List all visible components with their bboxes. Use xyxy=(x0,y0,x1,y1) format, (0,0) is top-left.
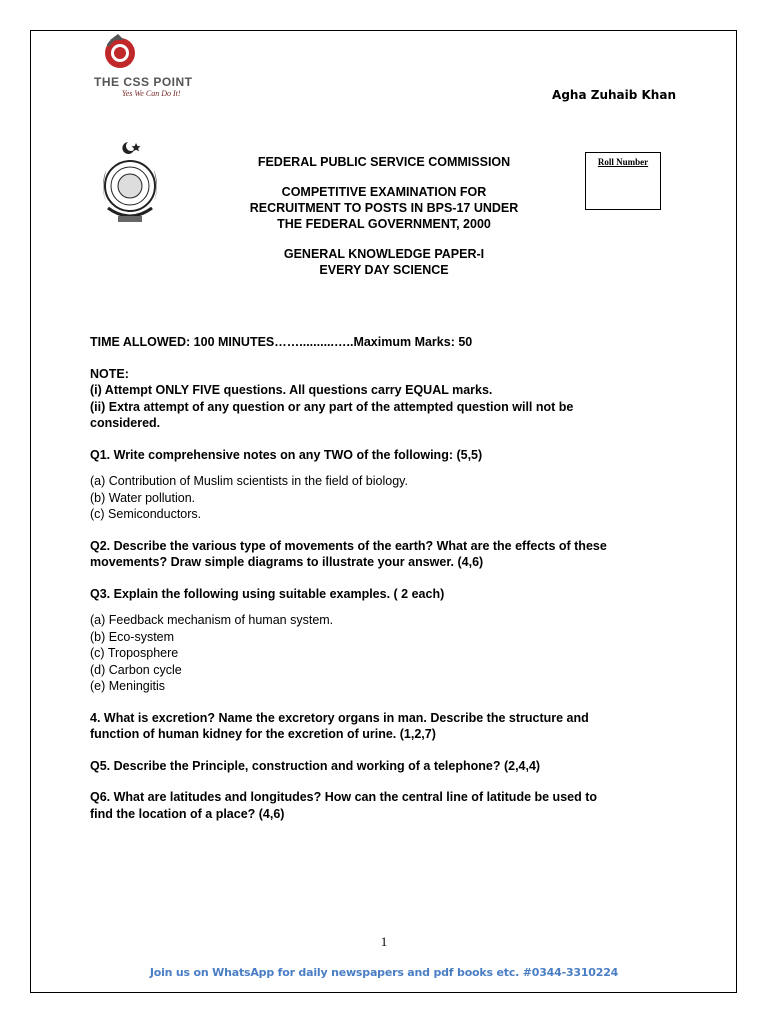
logo-name: THE CSS POINT xyxy=(94,75,193,89)
question-4-line-1: 4. What is excretion? Name the excretory organs in man. Describe the structure and xyxy=(90,710,589,725)
css-point-logo xyxy=(92,32,202,102)
question-5: Q5. Describe the Principle, construction and working of a telephone? (2,4,4) xyxy=(90,758,541,773)
question-6-line-1: Q6. What are latitudes and longitudes? How can the central line of latitude be used to xyxy=(90,790,598,804)
roll-number-label: Roll Number xyxy=(597,157,649,167)
exam-title-line-1: COMPETITIVE EXAMINATION FOR xyxy=(281,185,487,199)
q1-part-c: (c) Semiconductors. xyxy=(90,507,202,521)
roll-number-box xyxy=(585,152,661,210)
css-point-logo-icon xyxy=(100,32,140,72)
question-2-line-2: movements? Draw simple diagrams to illustrate your answer. (4,6) xyxy=(90,555,484,569)
exam-body xyxy=(90,334,670,822)
question-1: Q1. Write comprehensive notes on any TWO of the following: (5,5) xyxy=(90,447,483,462)
paper-title-line-1: GENERAL KNOWLEDGE PAPER-I xyxy=(283,247,485,261)
exam-title-line-2: RECRUITMENT TO POSTS IN BPS-17 UNDER xyxy=(249,201,519,215)
time-allowed: TIME ALLOWED: 100 MINUTES……..........…..Maximum Marks: 50 xyxy=(90,335,473,349)
page-number: 1 xyxy=(380,934,388,949)
q3-part-b: (b) Eco-system xyxy=(90,629,175,644)
exam-title-line-3: THE FEDERAL GOVERNMENT, 2000 xyxy=(277,217,491,231)
author-name: Agha Zuhaib Khan xyxy=(552,88,676,102)
question-3: Q3. Explain the following using suitable examples. ( 2 each) xyxy=(90,586,445,601)
q1-part-a: (a) Contribution of Muslim scientists in the field of biology. xyxy=(90,474,408,488)
note-heading: NOTE: xyxy=(90,366,129,381)
note-line-1: (i) Attempt ONLY FIVE questions. All questions carry EQUAL marks. xyxy=(90,383,493,397)
q3-part-d: (d) Carbon cycle xyxy=(90,662,182,677)
note-line-2b: considered. xyxy=(90,416,161,430)
exam-header xyxy=(222,154,546,278)
q1-part-b: (b) Water pollution. xyxy=(90,490,196,505)
paper-title-line-2: EVERY DAY SCIENCE xyxy=(319,263,449,277)
question-4-line-2: function of human kidney for the excretion of urine. (1,2,7) xyxy=(90,727,436,741)
commission-title: FEDERAL PUBLIC SERVICE COMMISSION xyxy=(257,155,511,169)
question-2-line-1: Q2. Describe the various type of movements of the earth? What are the effects of these xyxy=(90,538,607,553)
q3-part-a: (a) Feedback mechanism of human system. xyxy=(90,613,334,627)
q3-part-c: (c) Troposphere xyxy=(90,646,179,660)
whatsapp-footer: Join us on WhatsApp for daily newspapers and pdf books etc. #0344-3310224 xyxy=(149,966,619,979)
note-line-2a: (ii) Extra attempt of any question or any part of the attempted question will not be xyxy=(90,399,574,414)
q3-part-e: (e) Meningitis xyxy=(90,679,166,693)
fpsc-emblem-icon xyxy=(98,140,162,230)
logo-tagline: Yes We Can Do It! xyxy=(122,89,181,98)
question-6-line-2: find the location of a place? (4,6) xyxy=(90,806,285,821)
